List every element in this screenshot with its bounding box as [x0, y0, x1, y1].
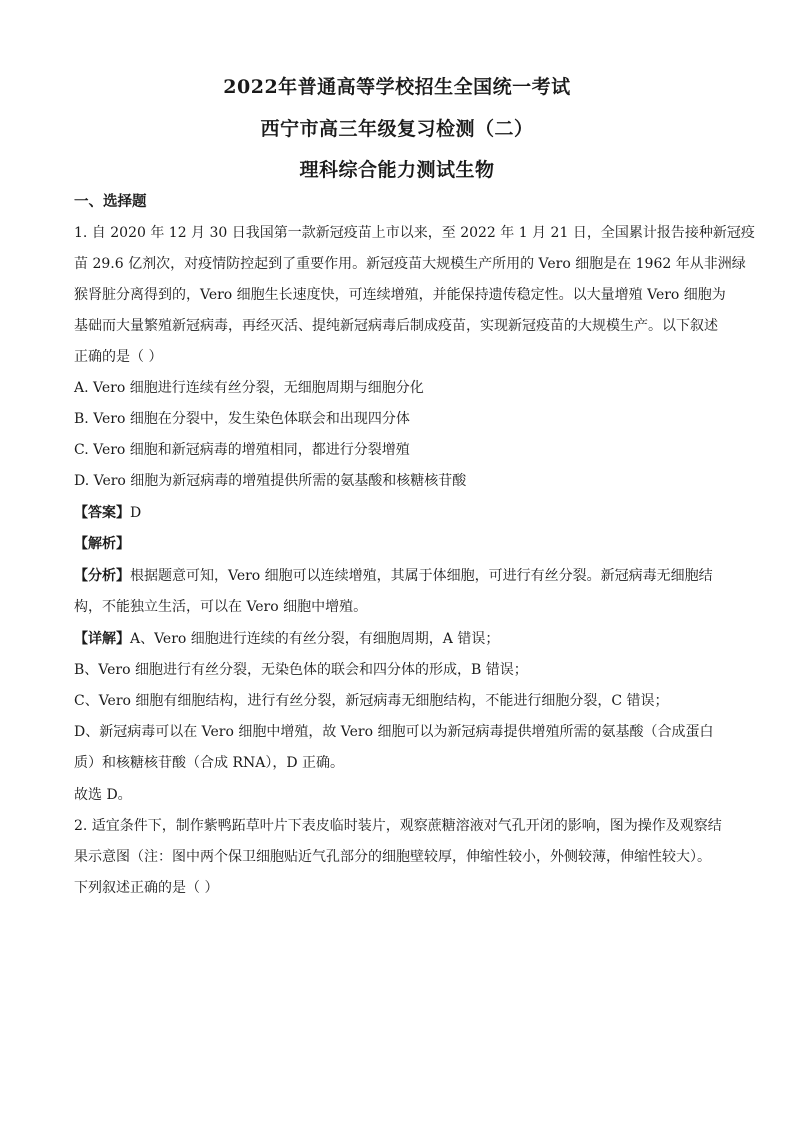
exam-subtitle: 西宁市高三年级复习检测（二）	[260, 118, 534, 140]
detail-text: A、Vero 细胞进行连续的有丝分裂，有细胞周期，A 错误；	[130, 631, 500, 647]
exam-title: 2022年普通高等学校招生全国统一考试	[223, 76, 571, 98]
q1-answer	[74, 503, 724, 523]
q1-option-c: C. Vero 细胞和新冠病毒的增殖相同，都进行分裂增殖	[74, 442, 410, 458]
fenxi-tag: 【分析】	[74, 568, 130, 584]
q1-detail-line	[74, 629, 724, 649]
q1-stem-line: 猴肾脏分离得到的，Vero 细胞生长速度快，可连续增殖，并能保持遗传稳定性。以大量增殖 Vero 细胞为	[74, 287, 726, 303]
q1-option-b: B. Vero 细胞在分裂中，发生染色体联会和出现四分体	[74, 411, 410, 427]
detail-tag: 【详解】	[74, 631, 130, 647]
q2-stem-line: 果示意图（注：图中两个保卫细胞贴近气孔部分的细胞壁较厚，伸缩性较小，外侧较薄，伸缩性较大）。	[74, 849, 711, 865]
q1-detail-line: 质）和核糖核苷酸（合成 RNA），D 正确。	[74, 755, 345, 771]
answer-tag: 【答案】	[74, 505, 130, 521]
q1-fenxi-line	[74, 566, 724, 586]
analysis-tag: 【解析】	[74, 536, 130, 552]
answer-value: D	[130, 505, 142, 521]
q1-fenxi-line: 构，不能独立生活，可以在 Vero 细胞中增殖。	[74, 599, 368, 615]
q1-analysis-heading	[74, 534, 724, 554]
q1-stem-line: 基础而大量繁殖新冠病毒，再经灭活、提纯新冠病毒后制成疫苗，实现新冠疫苗的大规模生产。以下叙述	[74, 318, 718, 334]
exam-subject: 理科综合能力测试生物	[299, 159, 495, 181]
q2-stem-line: 2. 适宜条件下，制作紫鸭跖草叶片下表皮临时装片，观察蔗糖溶液对气孔开闭的影响，图为操作及观察结	[74, 818, 722, 834]
q1-stem-line: 正确的是（ ）	[74, 349, 163, 365]
q1-option-a: A. Vero 细胞进行连续有丝分裂，无细胞周期与细胞分化	[74, 380, 424, 396]
q1-conclusion: 故选 D。	[74, 787, 132, 803]
q1-option-d: D. Vero 细胞为新冠病毒的增殖提供所需的氨基酸和核糖核苷酸	[74, 473, 467, 489]
q1-detail-line: B、Vero 细胞进行有丝分裂，无染色体的联会和四分体的形成，B 错误；	[74, 662, 528, 678]
fenxi-text: 根据题意可知，Vero 细胞可以连续增殖，其属于体细胞，可进行有丝分裂。新冠病毒无细胞结	[130, 568, 713, 584]
q1-detail-line: D、新冠病毒可以在 Vero 细胞中增殖，故 Vero 细胞可以为新冠病毒提供增殖所需的氨基酸（合成蛋白	[74, 724, 714, 740]
q1-detail-line: C、Vero 细胞有细胞结构，进行有丝分裂，新冠病毒无细胞结构，不能进行细胞分裂，C 错误；	[74, 693, 669, 709]
section-heading: 一、选择题	[74, 193, 147, 210]
q1-stem-line: 1. 自 2020 年 12 月 30 日我国第一款新冠疫苗上市以来，至 2022 年 1 月 21 日，全国累计报告接种新冠疫	[74, 225, 755, 241]
q1-stem-line: 苗 29.6 亿剂次，对疫情防控起到了重要作用。新冠疫苗大规模生产所用的 Vero 细胞是在 1962 年从非洲绿	[74, 256, 746, 272]
q2-stem-line: 下列叙述正确的是（ ）	[74, 880, 219, 896]
